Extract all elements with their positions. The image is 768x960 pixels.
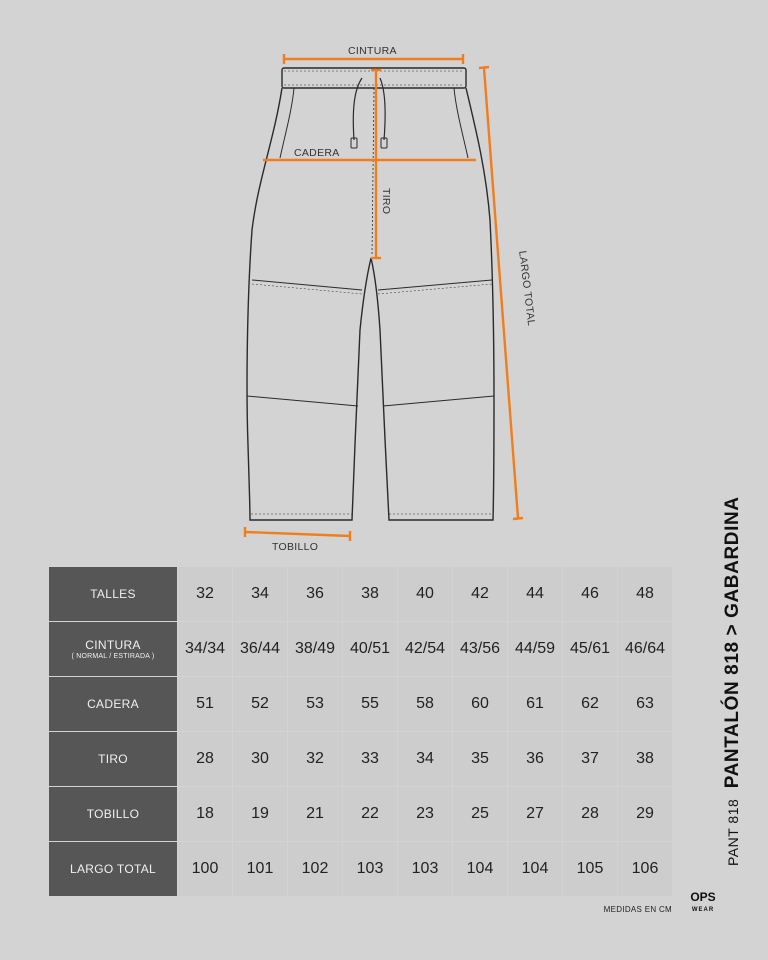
size-cell: 48: [618, 567, 673, 622]
measure-largo-total: [484, 68, 518, 518]
size-cell: 32: [178, 567, 233, 622]
product-title: [722, 496, 744, 866]
table-row: [49, 567, 673, 622]
size-cell: 36: [288, 567, 343, 622]
measure-cell: 106: [618, 842, 673, 897]
measure-cell: 61: [508, 677, 563, 732]
size-cell: 42: [453, 567, 508, 622]
measure-cell: 36/44: [233, 622, 288, 677]
measure-largo-cap: [513, 518, 523, 519]
ops-wear-logo: [688, 886, 718, 916]
row-header: TIRO: [49, 732, 178, 787]
table-row: [49, 677, 673, 732]
measure-cell: 58: [398, 677, 453, 732]
measure-cell: 103: [398, 842, 453, 897]
measure-cell: 105: [563, 842, 618, 897]
size-table: [48, 566, 673, 897]
row-header: TOBILLO: [49, 787, 178, 842]
measure-cell: 103: [343, 842, 398, 897]
measure-cell: 45/61: [563, 622, 618, 677]
knee-seam-lower-left: [247, 396, 358, 406]
label-largo-total: LARGO TOTAL: [516, 250, 538, 327]
measure-cell: 25: [453, 787, 508, 842]
logo-text: OPS: [690, 890, 716, 904]
measure-cell: 55: [343, 677, 398, 732]
size-cell: 46: [563, 567, 618, 622]
size-cell: 38: [343, 567, 398, 622]
measure-cell: 38/49: [288, 622, 343, 677]
row-header-label: CINTURA: [85, 638, 141, 652]
size-cell: 40: [398, 567, 453, 622]
measure-cell: 101: [233, 842, 288, 897]
measure-tobillo: [245, 532, 350, 536]
measure-largo-cap: [479, 67, 489, 68]
measure-cell: 23: [398, 787, 453, 842]
measure-cell: 34: [398, 732, 453, 787]
measure-cell: 27: [508, 787, 563, 842]
table-row: [49, 842, 673, 897]
label-tobillo: TOBILLO: [272, 541, 319, 553]
measure-cell: 51: [178, 677, 233, 732]
measure-cell: 104: [508, 842, 563, 897]
measure-cell: 18: [178, 787, 233, 842]
measure-cell: 62: [563, 677, 618, 732]
measure-cell: 28: [563, 787, 618, 842]
measure-cell: 100: [178, 842, 233, 897]
measure-cell: 104: [453, 842, 508, 897]
measure-cell: 43/56: [453, 622, 508, 677]
row-header: TALLES: [49, 567, 178, 622]
measure-cell: 32: [288, 732, 343, 787]
measure-cell: 30: [233, 732, 288, 787]
measure-cell: 38: [618, 732, 673, 787]
measure-cell: 35: [453, 732, 508, 787]
units-note: MEDIDAS EN CM: [603, 905, 672, 914]
table-row: [49, 622, 673, 677]
product-name: PANTALÓN 818 > GABARDINA: [722, 496, 743, 789]
label-cadera: CADERA: [294, 147, 340, 159]
measure-cell: 28: [178, 732, 233, 787]
fly-line: [372, 88, 374, 256]
table-row: [49, 787, 673, 842]
knee-seam-upper-right: [378, 280, 492, 290]
measure-cell: 37: [563, 732, 618, 787]
measure-cell: 63: [618, 677, 673, 732]
row-header: [49, 622, 178, 677]
row-header: LARGO TOTAL: [49, 842, 178, 897]
pants-outline: [247, 88, 494, 520]
label-cintura: CINTURA: [348, 45, 397, 57]
measure-cell: 60: [453, 677, 508, 732]
knee-seam-lower-right: [383, 396, 494, 406]
label-tiro: TIRO: [380, 188, 392, 215]
size-cell: 44: [508, 567, 563, 622]
measure-cell: 19: [233, 787, 288, 842]
measure-cell: 36: [508, 732, 563, 787]
measure-cell: 21: [288, 787, 343, 842]
measure-cell: 42/54: [398, 622, 453, 677]
row-header: CADERA: [49, 677, 178, 732]
measure-cell: 34/34: [178, 622, 233, 677]
measure-cell: 46/64: [618, 622, 673, 677]
measure-cell: 102: [288, 842, 343, 897]
product-code: PANT 818: [725, 798, 741, 866]
measure-cell: 44/59: [508, 622, 563, 677]
measure-cell: 22: [343, 787, 398, 842]
logo-subtext: WEAR: [691, 907, 715, 913]
measure-cell: 40/51: [343, 622, 398, 677]
pocket-right: [454, 88, 468, 158]
knee-seam-upper-left: [252, 280, 362, 290]
table-row: [49, 732, 673, 787]
pocket-left: [280, 88, 294, 158]
measure-cell: 33: [343, 732, 398, 787]
measure-cell: 29: [618, 787, 673, 842]
measure-cell: 52: [233, 677, 288, 732]
size-cell: 34: [233, 567, 288, 622]
row-header-sublabel: ( NORMAL / ESTIRADA ): [71, 653, 155, 660]
measure-cell: 53: [288, 677, 343, 732]
